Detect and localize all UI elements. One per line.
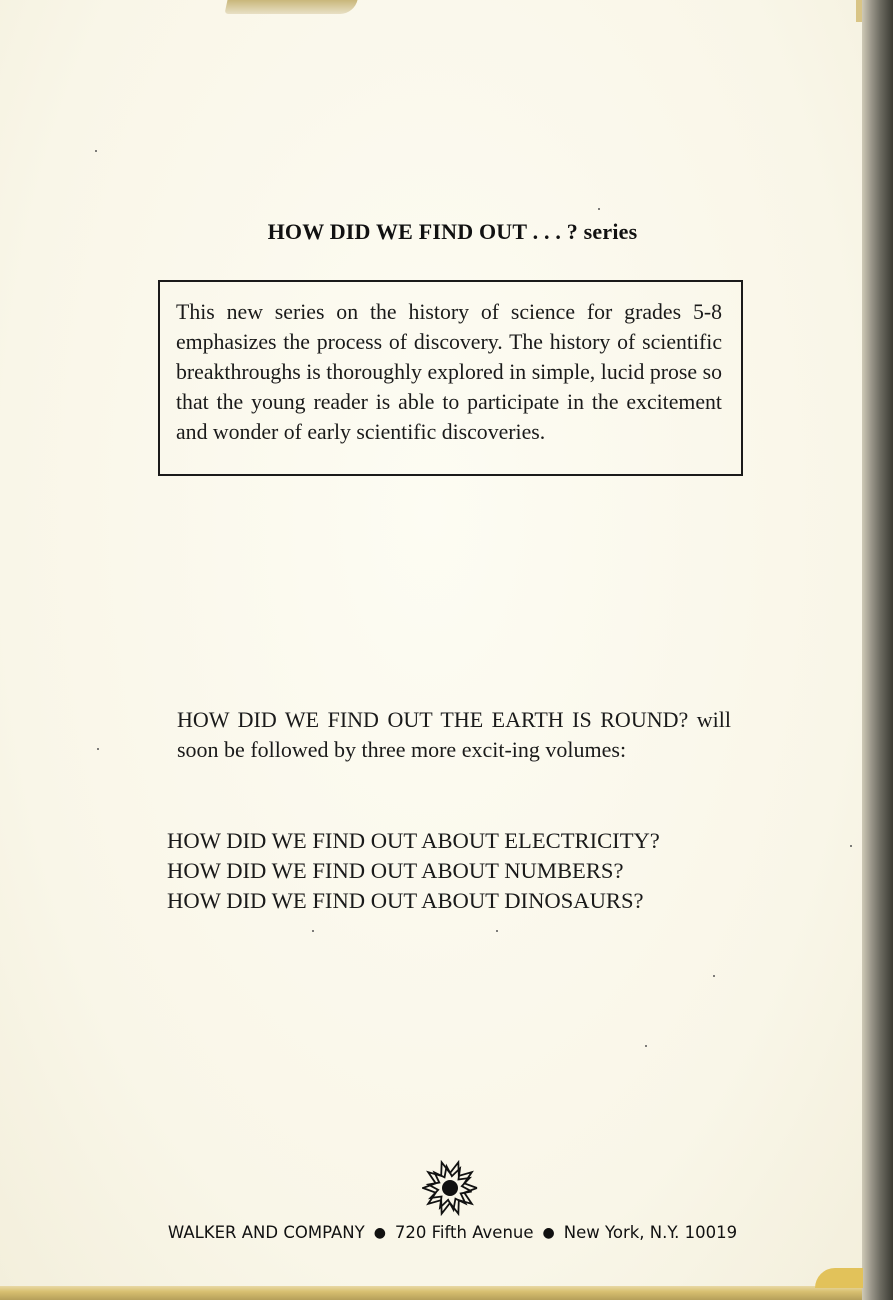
series-heading: HOW DID WE FIND OUT . . . ? series	[267, 219, 638, 244]
publisher-name: WALKER AND COMPANY	[167, 1223, 365, 1242]
announcement-text: HOW DID WE FIND OUT THE EARTH IS ROUND? will soon be followed by three more excit-ing volumes:	[177, 707, 731, 762]
series-description: This new series on the history of science for grades 5-8 emphasizes the process of discovery. The history of scientific breakthroughs is thoroughly explored in simple, lucid prose so that the young reader is able to participate in the excitement and wonder of early scientific discoveries.	[176, 300, 722, 444]
paper-speck	[496, 930, 498, 932]
publisher-footer	[0, 1223, 893, 1242]
upcoming-title: HOW DID WE FIND OUT ABOUT ELECTRICITY?	[167, 828, 660, 853]
corner-fold	[815, 1268, 863, 1288]
torn-edge	[225, 0, 358, 14]
paper-speck	[850, 845, 852, 847]
upcoming-title: HOW DID WE FIND OUT ABOUT DINOSAURS?	[167, 888, 644, 913]
sunburst-icon	[422, 1160, 478, 1216]
paper-speck	[97, 748, 99, 750]
paper-speck	[645, 1045, 647, 1047]
description-box	[158, 280, 743, 476]
cover-bottom-edge	[0, 1286, 862, 1300]
paper-speck	[312, 930, 314, 932]
upcoming-titles-list	[167, 826, 660, 916]
bullet-icon: ●	[373, 1225, 386, 1241]
upcoming-title: HOW DID WE FIND OUT ABOUT NUMBERS?	[167, 858, 624, 883]
publisher-city: New York, N.Y. 10019	[563, 1223, 738, 1242]
cover-edge-shadow	[862, 0, 893, 1300]
paper-speck	[713, 975, 715, 977]
publisher-address: 720 Fifth Avenue	[394, 1223, 534, 1242]
paper-speck	[95, 150, 97, 152]
bullet-icon: ●	[542, 1225, 555, 1241]
paper-speck	[598, 208, 600, 210]
